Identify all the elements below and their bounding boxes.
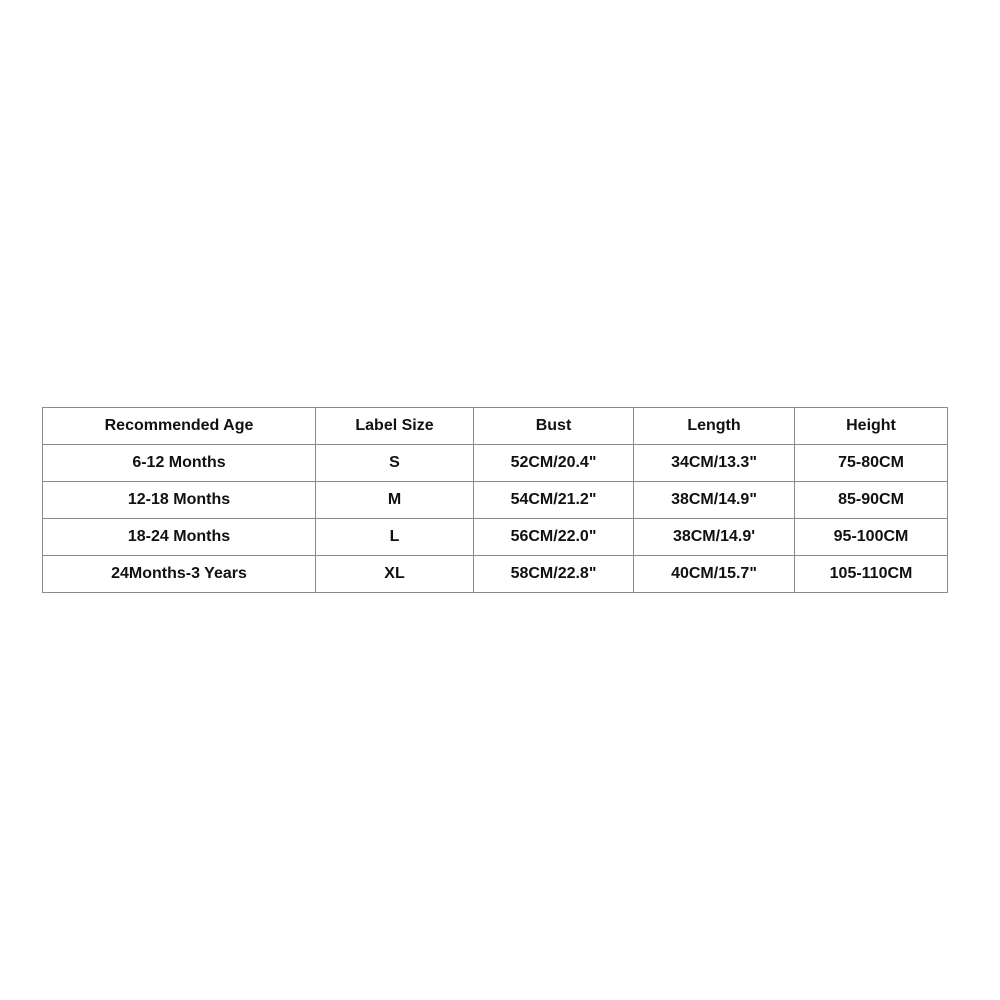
age-cell: 12-18 Months [43, 482, 316, 519]
height-cell: 85-90CM [795, 482, 948, 519]
label-size-cell: L [316, 519, 474, 556]
size-chart-header [43, 408, 948, 445]
header-row [43, 408, 948, 445]
height-cell: 105-110CM [795, 556, 948, 593]
age-cell: 24Months-3 Years [43, 556, 316, 593]
length-cell: 34CM/13.3" [634, 445, 795, 482]
label-size-cell: XL [316, 556, 474, 593]
label-size-cell: M [316, 482, 474, 519]
table-row [43, 482, 948, 519]
header-height: Height [795, 408, 948, 445]
length-cell: 38CM/14.9" [634, 482, 795, 519]
table-row [43, 519, 948, 556]
size-chart-table [42, 407, 948, 593]
length-cell: 38CM/14.9' [634, 519, 795, 556]
height-cell: 95-100CM [795, 519, 948, 556]
height-cell: 75-80CM [795, 445, 948, 482]
header-label-size: Label Size [316, 408, 474, 445]
age-cell: 6-12 Months [43, 445, 316, 482]
age-cell: 18-24 Months [43, 519, 316, 556]
bust-cell: 58CM/22.8" [474, 556, 634, 593]
table-row [43, 556, 948, 593]
bust-cell: 52CM/20.4" [474, 445, 634, 482]
header-length: Length [634, 408, 795, 445]
size-chart-body [43, 445, 948, 593]
label-size-cell: S [316, 445, 474, 482]
header-bust: Bust [474, 408, 634, 445]
header-recommended-age: Recommended Age [43, 408, 316, 445]
bust-cell: 54CM/21.2" [474, 482, 634, 519]
bust-cell: 56CM/22.0" [474, 519, 634, 556]
length-cell: 40CM/15.7" [634, 556, 795, 593]
table-row [43, 445, 948, 482]
